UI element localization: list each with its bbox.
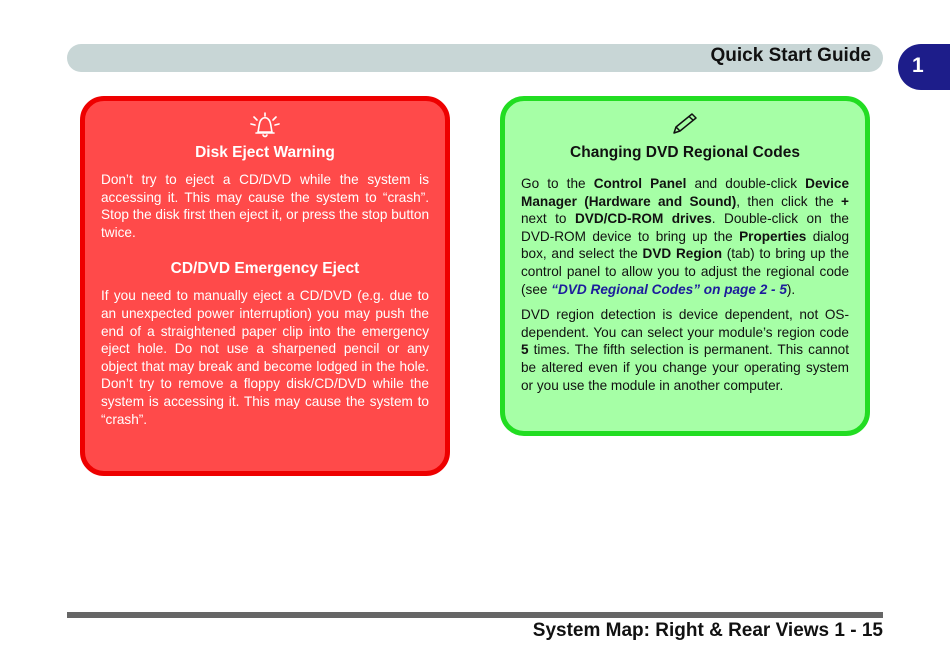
note-paragraph-1 xyxy=(521,175,849,298)
p1-dvd-drives: DVD/CD-ROM drives xyxy=(574,211,712,227)
p1-text-8: ). xyxy=(786,281,796,297)
p1-text-4: next to xyxy=(521,211,575,227)
pencil-icon xyxy=(668,111,702,139)
footer-title: System Map: Right & Rear Views 1 - 15 xyxy=(532,620,883,641)
p1-text-7: (tab) to bring up the control panel to allow you to adjust the regional code (see xyxy=(521,246,850,297)
p1-text-5: . Double-click on the DVD-ROM device to bring up the xyxy=(521,211,849,244)
alert-bell-icon xyxy=(248,111,282,139)
dvd-regional-codes-link[interactable]: “DVD Regional Codes” on page 2 - 5 xyxy=(551,281,787,297)
header-bar xyxy=(67,44,883,72)
p1-text-1: Go to the xyxy=(521,176,594,191)
warning-text: Don’t try to eject a CD/DVD while the system is accessing it. This may cause the system to “crash”. Stop the disk first then eject it, or press the stop button twice. xyxy=(101,172,429,240)
chapter-tab xyxy=(898,44,950,90)
p1-text-3: , then click the xyxy=(736,193,842,209)
p2-text-2: times. The fifth selection is permanent. This cannot be altered even if you change your operating system or you use the module in another computer. xyxy=(521,342,849,393)
emergency-eject-heading: CD/DVD Emergency Eject xyxy=(170,260,360,278)
header-title: Quick Start Guide xyxy=(710,45,871,66)
warning-heading: Disk Eject Warning xyxy=(195,144,335,161)
p1-control-panel: Control Panel xyxy=(593,176,687,191)
emergency-eject-text: If you need to manually eject a CD/DVD (e.g. due to an unexpected power interruption) you may push the end of a straightened paper clip into the emergency eject hole. Do not use a sharpened pencil or any object that may break and become lodged in the hole. Don’t try to remove a floppy disk/CD/DVD while the system is accessing it. This may cause the system to “crash”. xyxy=(101,288,429,427)
chapter-number: 1 xyxy=(912,54,924,77)
p2-text-1: DVD region detection is device dependent, not OS-dependent. You can select your module’s region code xyxy=(521,307,849,340)
p1-text-2: and double-click xyxy=(686,176,806,191)
note-box xyxy=(500,96,870,436)
note-heading: Changing DVD Regional Codes xyxy=(570,144,800,161)
p1-properties: Properties xyxy=(739,228,807,244)
p1-text-6: dialog box, and select the xyxy=(521,228,850,262)
p1-device-manager: Device Manager (Hardware and Sound) xyxy=(521,176,850,209)
footer-bar xyxy=(67,612,883,618)
p1-dvd-region: DVD Region xyxy=(642,246,723,262)
p1-plus: + xyxy=(841,193,849,209)
note-paragraph-2 xyxy=(521,306,849,394)
p2-region-count: 5 xyxy=(521,342,529,358)
warning-box xyxy=(80,96,450,476)
